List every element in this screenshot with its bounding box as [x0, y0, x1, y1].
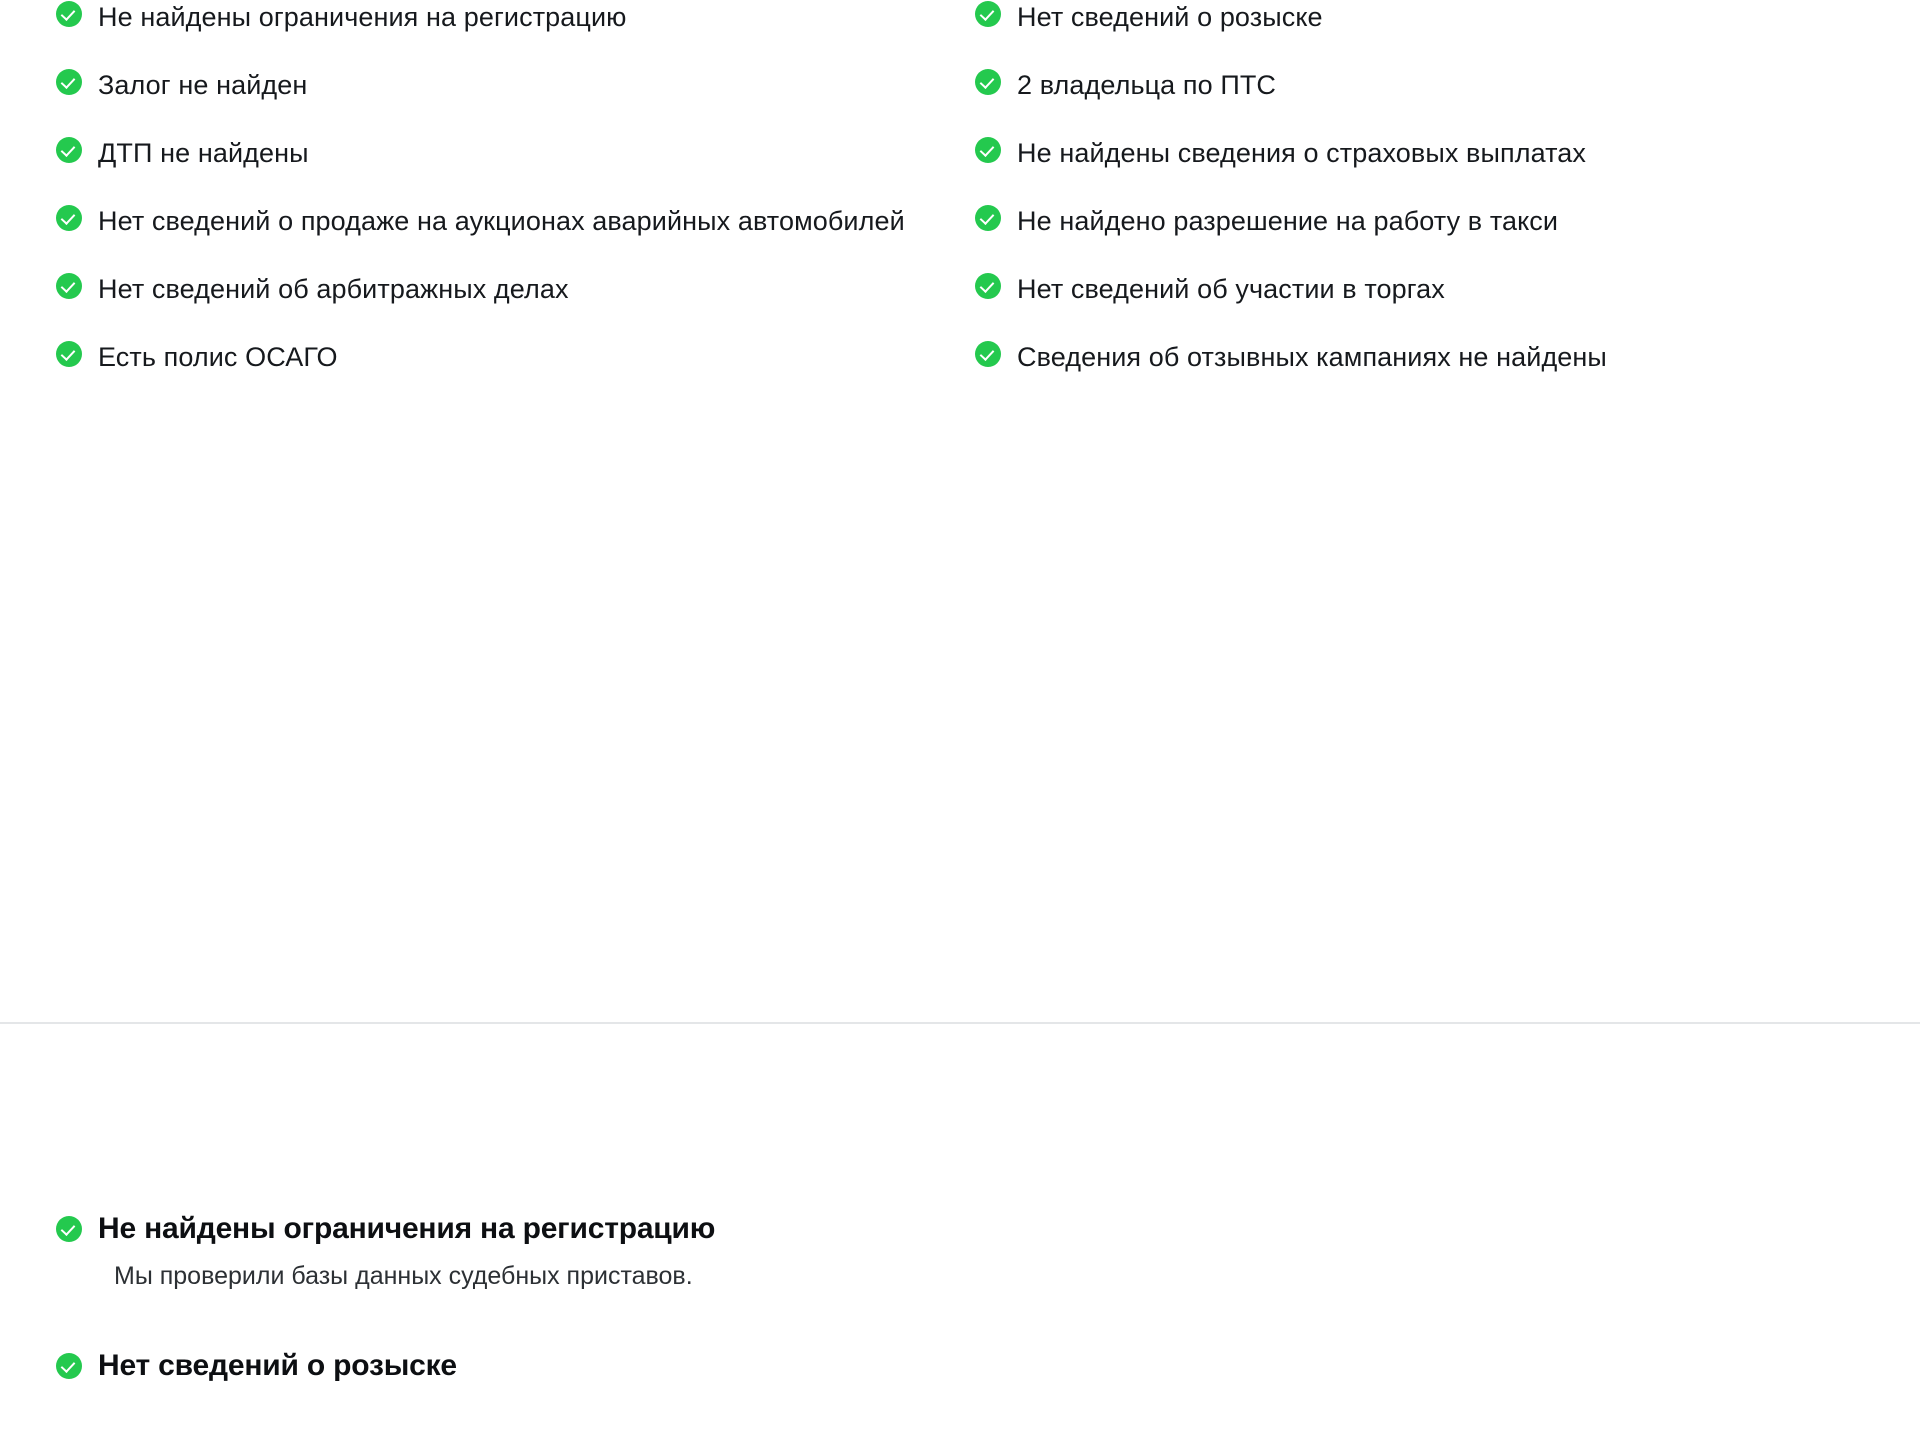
list-item: [975, 136, 1875, 171]
list-item: [56, 68, 955, 103]
list-item-label: Нет сведений о розыске: [1017, 2, 1323, 32]
report-summary: [0, 0, 1920, 408]
list-item: [975, 68, 1875, 103]
list-item: [56, 272, 955, 307]
check-circle-icon: [56, 273, 82, 299]
check-circle-icon: [975, 137, 1001, 163]
list-item-label: Не найдены сведения о страховых выплатах: [1017, 138, 1586, 168]
check-circle-icon: [56, 205, 82, 231]
detail-title: Нет сведений о розыске: [98, 1349, 457, 1382]
summary-left-column: [0, 0, 975, 408]
list-item: [975, 204, 1875, 239]
check-circle-icon: [56, 341, 82, 367]
list-item: [56, 136, 955, 171]
detail-description: Мы проверили базы данных судебных приставов.: [114, 1262, 693, 1290]
detail-block: [56, 1347, 1920, 1385]
list-item: [56, 340, 955, 375]
detail-block: [56, 1210, 1920, 1293]
list-item: [975, 272, 1875, 307]
detail-header: [56, 1210, 1920, 1248]
list-item-label: Не найдены ограничения на регистрацию: [98, 2, 627, 32]
list-item: [975, 0, 1875, 35]
detail-title: Не найдены ограничения на регистрацию: [98, 1212, 716, 1245]
list-item-label: ДТП не найдены: [98, 138, 309, 168]
list-item-label: Сведения об отзывных кампаниях не найдены: [1017, 342, 1607, 372]
list-item-label: Нет сведений о продаже на аукционах аварийных автомобилей: [98, 206, 905, 236]
list-item-label: Залог не найден: [98, 70, 308, 100]
list-item: [975, 340, 1875, 375]
section-divider: [0, 1022, 1920, 1024]
check-circle-icon: [975, 69, 1001, 95]
summary-right-column: [975, 0, 1875, 408]
list-item-label: Есть полис ОСАГО: [98, 342, 338, 372]
list-item-label: 2 владельца по ПТС: [1017, 70, 1277, 100]
list-item-label: Нет сведений об участии в торгах: [1017, 274, 1445, 304]
detail-header: [56, 1347, 1920, 1385]
check-circle-icon: [56, 1, 82, 27]
list-item-label: Не найдено разрешение на работу в такси: [1017, 206, 1559, 236]
check-circle-icon: [56, 69, 82, 95]
list-item: [56, 0, 955, 35]
check-circle-icon: [56, 1216, 82, 1242]
check-circle-icon: [975, 273, 1001, 299]
list-item-label: Нет сведений об арбитражных делах: [98, 274, 569, 304]
report-details: [0, 1210, 1920, 1439]
list-item: [56, 204, 955, 239]
check-circle-icon: [975, 341, 1001, 367]
check-circle-icon: [975, 205, 1001, 231]
check-circle-icon: [56, 137, 82, 163]
check-circle-icon: [56, 1353, 82, 1379]
check-circle-icon: [975, 1, 1001, 27]
